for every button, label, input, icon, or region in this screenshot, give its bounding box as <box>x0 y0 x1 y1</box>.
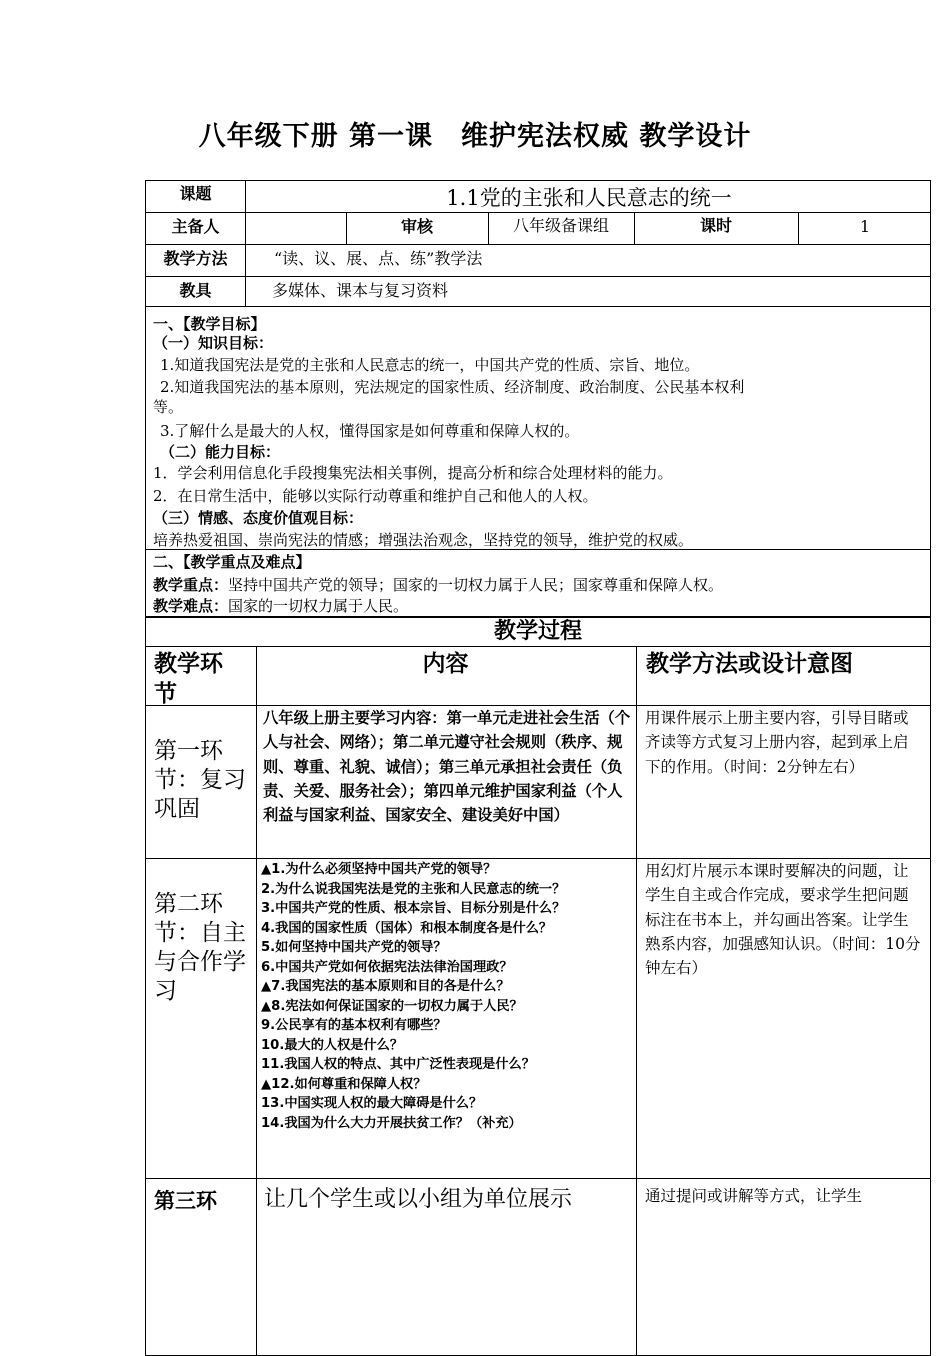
knowledge-item-3: 3.了解什么是最大的人权，懂得国家是如何尊重和保障人权的。 <box>160 422 580 440</box>
preparer-value <box>246 212 346 244</box>
knowledge-item-2: 2.知道我国宪法的基本原则，宪法规定的国家性质、经济制度、政治制度、公民基本权利 <box>160 378 745 396</box>
question-item: 13.中国实现人权的最大障碍是什么？ <box>261 1096 483 1111</box>
difficult-point <box>153 596 923 616</box>
reviewer-label: 审核 <box>400 217 433 236</box>
topic-label: 课题 <box>179 184 212 203</box>
difficult-point-text: 国家的一切权力属于人民。 <box>228 597 409 615</box>
tools-label: 教具 <box>179 281 212 300</box>
emotion-item-1: 培养热爱祖国、崇尚宪法的情感；增强法治观念，坚持党的领导，维护党的权威。 <box>153 531 694 549</box>
col-header-method: 教学方法或设计意图 <box>646 651 853 677</box>
ability-heading: （二）能力目标： <box>160 443 281 461</box>
focus-heading: 二、【教学重点及难点】 <box>153 553 311 571</box>
emotion-heading: （三）情感、态度价值观目标： <box>153 509 364 527</box>
method-label: 教学方法 <box>163 249 228 268</box>
process-heading: 教学过程 <box>493 619 582 644</box>
ability-item-1: 1．学会利用信息化手段搜集宪法相关事例，提高分析和综合处理材料的能力。 <box>153 464 673 482</box>
key-point-label: 教学重点： <box>153 576 229 594</box>
knowledge-item-1: 1.知道我国宪法是党的主张和人民意志的统一，中国共产党的性质、宗旨、地位。 <box>160 356 700 374</box>
reviewer-value: 八年级备课组 <box>512 216 609 235</box>
stage1-method: 用课件展示上册主要内容，引导目睹或齐读等方式复习上册内容，起到承上启下的作用。（时间：2分钟左右） <box>645 709 909 776</box>
question-item: 9.公民享有的基本权利有哪些？ <box>261 1018 447 1033</box>
stage2-questions <box>261 860 633 1180</box>
question-item: 5.如何坚持中国共产党的领导？ <box>261 940 447 955</box>
question-item: ▲12.如何尊重和保障人权？ <box>261 1076 427 1092</box>
hours-value: 1 <box>859 217 871 236</box>
stage3-name: 第三环 <box>154 1189 217 1213</box>
difficult-point-label: 教学难点： <box>153 597 229 615</box>
knowledge-heading: （一）知识目标： <box>153 334 274 352</box>
tools-value: 多媒体、课本与复习资料 <box>272 281 449 300</box>
stage1-name: 第一环节：复习巩固 <box>154 738 246 822</box>
question-item: ▲8.宪法如何保证国家的一切权力属于人民？ <box>261 998 523 1014</box>
preparer-label: 主备人 <box>171 217 220 236</box>
hours-label: 课时 <box>699 216 732 235</box>
key-point <box>153 575 923 595</box>
stage2-name: 第二环节：自主与合作学习 <box>154 891 246 1004</box>
method-value: “读、议、展、点、练”教学法 <box>274 249 483 268</box>
question-item: 2.为什么说我国宪法是党的主张和人民意志的统一？ <box>261 881 566 897</box>
stage1-content: 八年级上册主要学习内容：第一单元走进社会生活（个人与社会、网络）；第二单元遵守社会规则（秩序、规则、尊重、礼貌、诚信）；第三单元承担社会责任（负责、关爱、服务社会）；第四单元维护国家利益（个人利益与国家利益、国家安全、建设美好中国） <box>263 709 631 825</box>
question-item: 11.我国人权的特点、其中广泛性表现是什么？ <box>261 1057 535 1072</box>
topic-value: 1.1党的主张和人民意志的统一 <box>446 186 732 210</box>
question-item: 6.中国共产党如何依据宪法法律治国理政？ <box>261 959 513 975</box>
stage3-method: 通过提问或讲解等方式，让学生 <box>645 1187 863 1205</box>
stage3-content: 让几个学生或以小组为单位展示 <box>264 1187 573 1212</box>
col-header-stage: 教学环节 <box>154 651 223 707</box>
document-title: 八年级下册 第一课 维护宪法权威 教学设计 <box>198 121 752 152</box>
question-item: 14.我国为什么大力开展扶贫工作？（补充） <box>261 1115 522 1131</box>
col-header-content: 内容 <box>422 651 469 677</box>
ability-item-2: 2．在日常生活中，能够以实际行动尊重和维护自己和他人的人权。 <box>153 487 598 505</box>
knowledge-item-2-cont: 等。 <box>153 398 184 416</box>
key-point-text: 坚持中国共产党的领导；国家的一切权力属于人民；国家尊重和保障人权。 <box>228 576 724 594</box>
stage2-method: 用幻灯片展示本课时要解决的问题，让学生自主或合作完成，要求学生把问题标注在书本上，并勾画出答案。让学生熟系内容，加强感知认识。（时间：10分钟左右） <box>645 862 921 978</box>
header-table <box>145 180 931 307</box>
goals-heading: 一、【教学目标】 <box>153 315 266 333</box>
question-item: ▲1.为什么必须坚持中国共产党的领导？ <box>261 862 497 877</box>
question-item: 4.我国的国家性质（国体）和根本制度各是什么？ <box>261 920 553 936</box>
question-item: 3.中国共产党的性质、根本宗旨、目标分别是什么？ <box>261 901 566 916</box>
question-item: 10.最大的人权是什么？ <box>261 1037 404 1053</box>
question-item: ▲7.我国宪法的基本原则和目的各是什么？ <box>261 979 510 994</box>
